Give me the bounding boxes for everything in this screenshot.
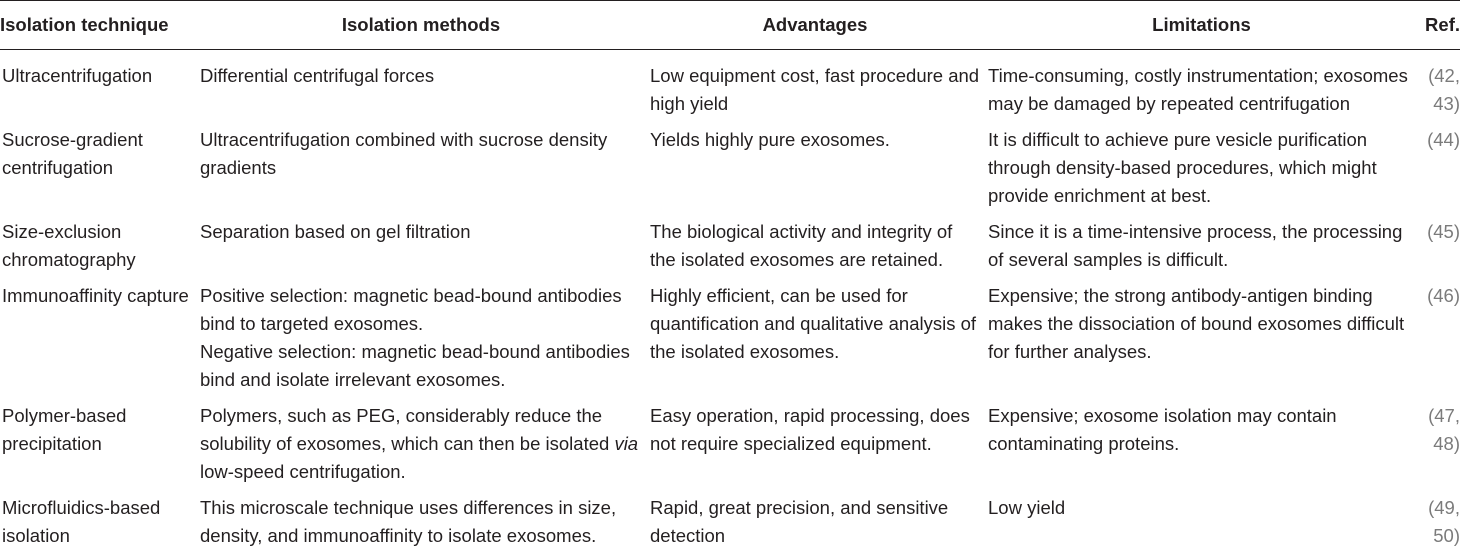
cell-ref: (44) (1427, 129, 1460, 150)
cell-limitations: Expensive; exosome isolation may contain contaminating proteins. (988, 405, 1337, 454)
cell-limitations: Expensive; the strong antibody-antigen binding makes the dissociation of bound exosomes difficult for further analyses. (988, 285, 1405, 362)
cell-methods (196, 274, 646, 394)
table-header-row (0, 1, 1460, 50)
cell-technique: Microfluidics-based isolation (2, 497, 161, 546)
cell-ref: (45) (1427, 221, 1460, 242)
cell-limitations: It is difficult to achieve pure vesicle purification through density-based procedures, which might provide enrichment at best. (988, 129, 1377, 206)
cell-advantages: Yields highly pure exosomes. (650, 129, 890, 150)
cell-methods (196, 394, 646, 486)
cell-technique: Ultracentrifugation (2, 65, 153, 86)
table-row (0, 394, 1460, 486)
methods-positive-selection: Positive selection: magnetic bead-bound antibodies bind to targeted exosomes. (200, 285, 622, 334)
table-row (0, 50, 1460, 119)
column-header-limitations: Limitations (984, 1, 1419, 50)
cell-methods: Ultracentrifugation combined with sucrose density gradients (200, 129, 608, 178)
methods-text-start: Polymers, such as PEG, considerably reduce the solubility of exosomes, which can then be isolated (200, 405, 615, 454)
cell-technique: Polymer-based precipitation (2, 405, 127, 454)
cell-advantages: Highly efficient, can be used for quantification and qualitative analysis of the isolated exosomes. (650, 285, 977, 362)
cell-limitations: Low yield (988, 497, 1066, 518)
methods-text-italic: via (614, 433, 639, 454)
cell-technique: Immunoaffinity capture (2, 285, 189, 306)
cell-limitations: Since it is a time-intensive process, the processing of several samples is difficult. (988, 221, 1403, 270)
cell-ref: (47, 48) (1428, 405, 1460, 454)
cell-advantages: Easy operation, rapid processing, does not require specialized equipment. (650, 405, 970, 454)
cell-technique: Size-exclusion chromatography (2, 221, 136, 270)
cell-ref: (42, 43) (1428, 65, 1460, 114)
column-header-advantages: Advantages (646, 1, 984, 50)
cell-ref: (46) (1427, 285, 1460, 306)
cell-methods: This microscale technique uses differences in size, density, and immunoaffinity to isolate exosomes. (200, 497, 617, 546)
methods-text-end: low-speed centrifugation. (200, 461, 406, 482)
table-row (0, 486, 1460, 550)
cell-advantages: Rapid, great precision, and sensitive detection (650, 497, 949, 546)
column-header-methods: Isolation methods (196, 1, 646, 50)
column-header-ref: Ref. (1419, 1, 1460, 50)
cell-ref: (49, 50) (1428, 497, 1460, 546)
cell-methods: Differential centrifugal forces (200, 65, 435, 86)
cell-limitations: Time-consuming, costly instrumentation; exosomes may be damaged by repeated centrifugation (988, 65, 1408, 114)
table-row (0, 274, 1460, 394)
cell-advantages: The biological activity and integrity of the isolated exosomes are retained. (650, 221, 953, 270)
cell-advantages: Low equipment cost, fast procedure and high yield (650, 65, 980, 114)
cell-technique: Sucrose-gradient centrifugation (2, 129, 143, 178)
column-header-technique: Isolation technique (0, 1, 196, 50)
table-row (0, 118, 1460, 210)
methods-negative-selection: Negative selection: magnetic bead-bound antibodies bind and isolate irrelevant exosomes. (200, 341, 630, 390)
cell-methods: Separation based on gel filtration (200, 221, 471, 242)
table-row (0, 210, 1460, 274)
